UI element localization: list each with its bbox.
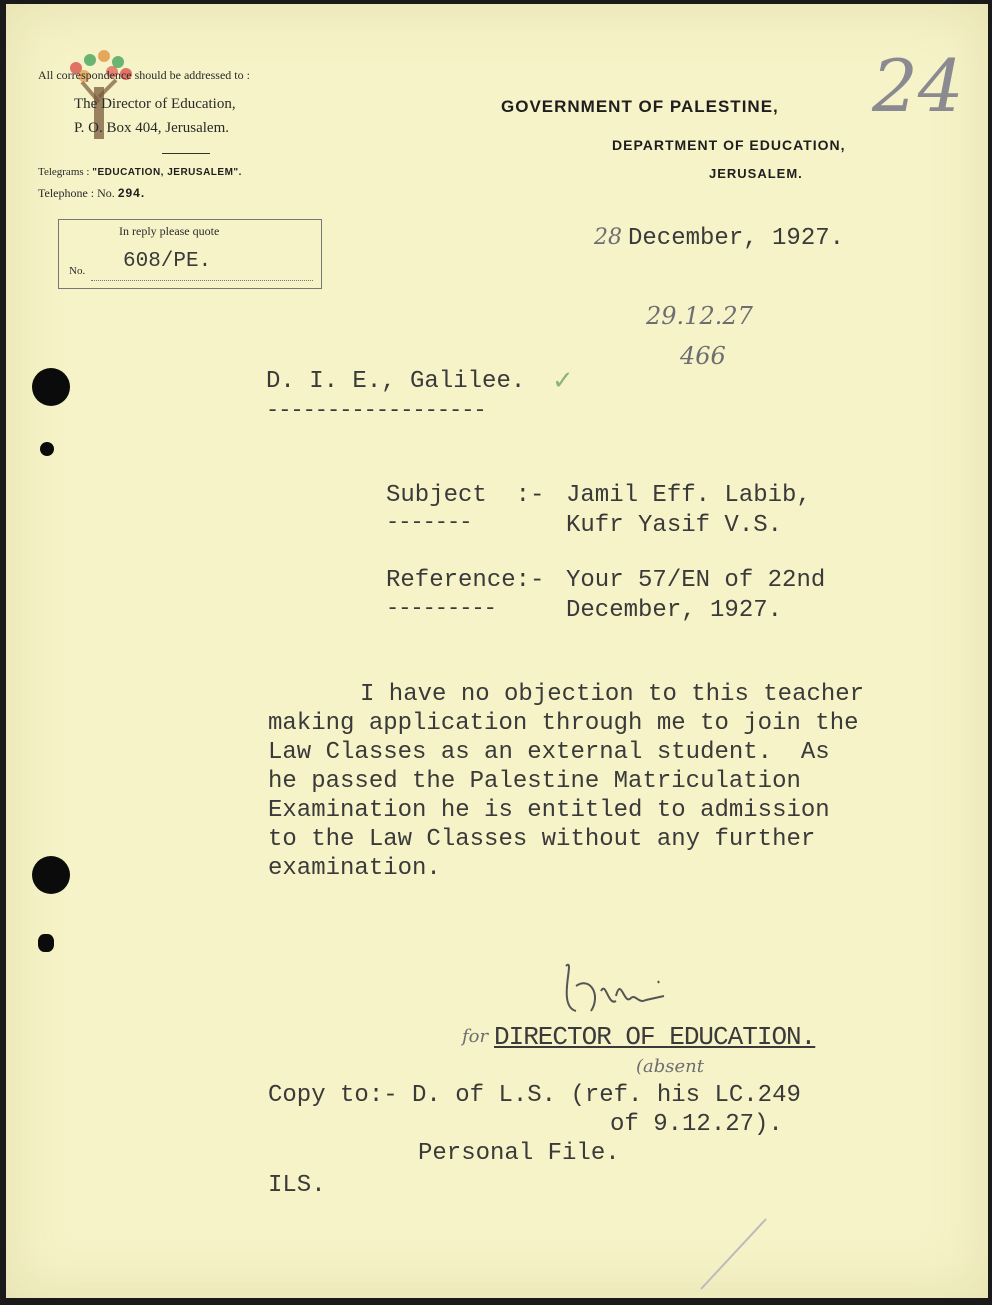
reference-label: Reference:- [386, 567, 545, 594]
divider [162, 153, 210, 154]
reference-line-2: December, 1927. [566, 597, 783, 624]
addressee: D. I. E., Galilee. [266, 368, 526, 395]
initials: ILS. [268, 1172, 326, 1199]
page-number: 24 [872, 44, 964, 128]
copy-line-2: of 9.12.27). [610, 1111, 783, 1138]
copy-line-3: Personal File. [418, 1140, 620, 1167]
reply-no-label: No. [69, 265, 86, 277]
reply-reference-number: 608/PE. [123, 250, 212, 273]
signature-title: DIRECTOR OF EDUCATION. [494, 1022, 816, 1052]
department-heading: DEPARTMENT OF EDUCATION, [612, 137, 846, 153]
reply-label: In reply please quote [119, 224, 220, 238]
copy-line-1: Copy to:- D. of L.S. (ref. his LC.249 [268, 1082, 801, 1109]
body-line-6: to the Law Classes without any further [268, 826, 816, 853]
body-line-2: making application through me to join the [268, 710, 859, 737]
check-mark-icon: ✓ [552, 366, 574, 396]
telephone-value: 294. [117, 186, 146, 200]
telephone-label: Telephone : No. [38, 186, 115, 200]
addressee-line-2: P. O. Box 404, Jerusalem. [74, 120, 229, 136]
received-date: 29.12.27 [646, 302, 753, 330]
body-line-5: Examination he is entitled to admission [268, 797, 830, 824]
telegrams-value: "EDUCATION, JERUSALEM". [92, 167, 242, 178]
subject-label: Subject :- [386, 482, 545, 509]
received-number: 466 [680, 342, 726, 370]
reference-underline: --------- [386, 596, 496, 621]
punch-hole-bottom [32, 856, 70, 894]
government-heading: GOVERNMENT OF PALESTINE, [501, 97, 779, 116]
telegrams-line [38, 166, 242, 178]
subject-underline: ------- [386, 510, 472, 535]
punch-hole-top [32, 368, 70, 406]
subject-line-2: Kufr Yasif V.S. [566, 512, 783, 539]
addressee-line-1: The Director of Education, [74, 96, 236, 112]
pencil-mark [696, 1214, 776, 1294]
punch-mark-1 [40, 442, 54, 456]
reply-dotted-line [91, 280, 313, 281]
body-line-3: Law Classes as an external student. As [268, 739, 830, 766]
letter-page [6, 4, 988, 1298]
body-line-7: examination. [268, 855, 441, 882]
subject-line-1: Jamil Eff. Labib, [566, 482, 811, 509]
absent-note: (absent [636, 1056, 704, 1077]
reply-box [58, 219, 322, 289]
signature [546, 956, 686, 1026]
address-note: All correspondence should be addressed to : [38, 68, 250, 82]
telephone-line [38, 186, 145, 201]
reference-line-1: Your 57/EN of 22nd [566, 567, 826, 594]
date-day-handwritten: 28 [594, 225, 622, 250]
signature-prefix: for [462, 1026, 489, 1047]
body-line-1: I have no objection to this teacher [360, 681, 865, 708]
body-line-4: he passed the Palestine Matriculation [268, 768, 801, 795]
date-month-year: December, 1927. [628, 225, 845, 252]
addressee-underline: ------------------ [266, 398, 486, 423]
punch-mark-2 [38, 934, 54, 952]
city-heading: JERUSALEM. [709, 166, 803, 181]
telegrams-label: Telegrams : [38, 166, 90, 178]
letter-date [594, 224, 844, 252]
